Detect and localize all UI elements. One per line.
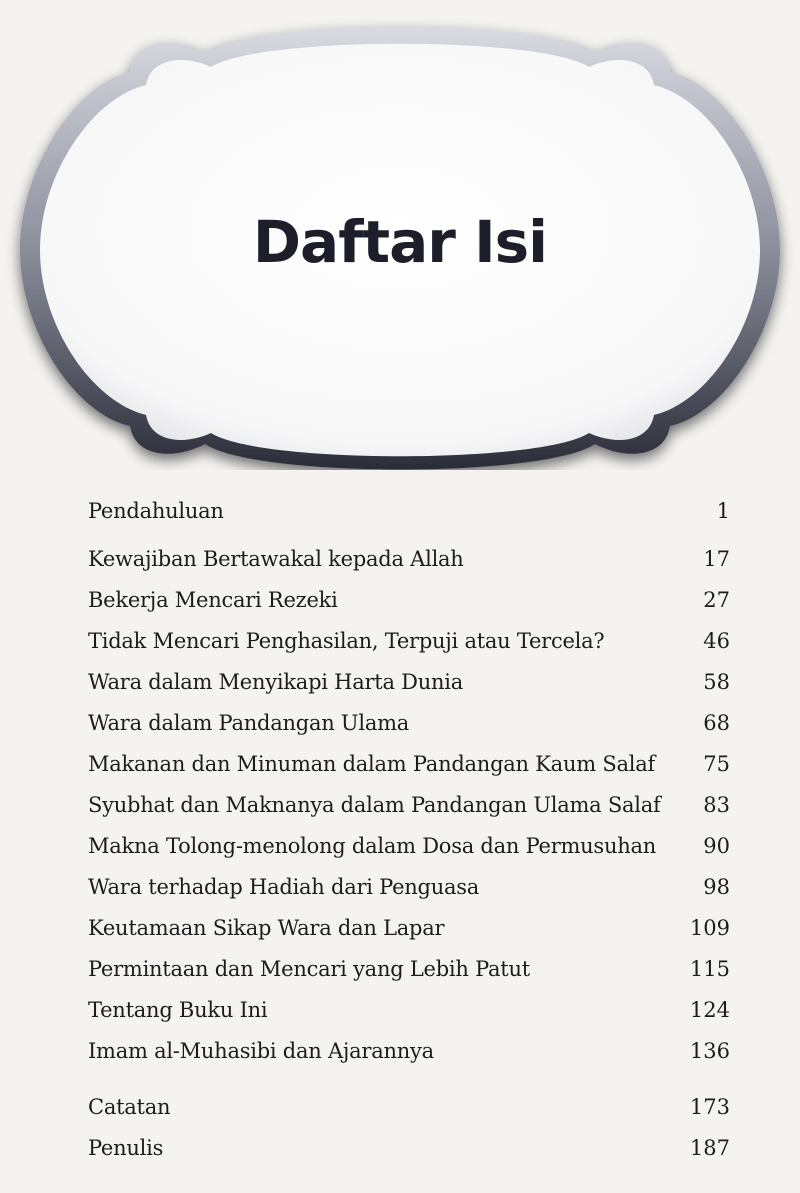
toc-row xyxy=(88,870,730,904)
toc-page-number: 109 xyxy=(689,916,730,940)
toc-page-number: 98 xyxy=(703,875,730,899)
toc-page-number: 90 xyxy=(703,834,730,858)
toc-entry-title: Penulis xyxy=(88,1136,164,1160)
toc-row xyxy=(88,993,730,1027)
toc-row xyxy=(88,706,730,740)
toc-row xyxy=(88,665,730,699)
toc-row xyxy=(88,747,730,781)
toc-row xyxy=(88,624,730,658)
toc-entry-title: Makanan dan Minuman dalam Pandangan Kaum Salaf xyxy=(88,752,655,776)
toc-page-number: 136 xyxy=(689,1039,730,1063)
toc-page-number: 187 xyxy=(689,1136,730,1160)
toc-entry-title: Imam al-Muhasibi dan Ajarannya xyxy=(88,1039,434,1063)
toc-page-number: 46 xyxy=(703,629,730,653)
toc-row xyxy=(88,1090,730,1124)
toc-entry-title: Wara dalam Menyikapi Harta Dunia xyxy=(88,670,464,694)
toc-row xyxy=(88,494,730,528)
toc-row xyxy=(88,1131,730,1165)
toc-row xyxy=(88,542,730,576)
toc-entry-title: Kewajiban Bertawakal kepada Allah xyxy=(88,547,464,571)
toc-entry-title: Wara terhadap Hadiah dari Penguasa xyxy=(88,875,480,899)
toc-page-number: 17 xyxy=(703,547,730,571)
toc-entry-title: Keutamaan Sikap Wara dan Lapar xyxy=(88,916,445,940)
toc-entry-title: Tidak Mencari Penghasilan, Terpuji atau Tercela? xyxy=(88,629,605,653)
toc-row xyxy=(88,911,730,945)
toc-page-number: 58 xyxy=(703,670,730,694)
toc-row xyxy=(88,583,730,617)
toc-page-number: 115 xyxy=(689,957,730,981)
toc-page-number: 1 xyxy=(716,499,730,523)
toc-row xyxy=(88,788,730,822)
toc-entry-title: Wara dalam Pandangan Ulama xyxy=(88,711,410,735)
toc-page-number: 83 xyxy=(703,793,730,817)
toc-row xyxy=(88,1034,730,1068)
page-title: Daftar Isi xyxy=(252,208,548,276)
toc-entry-title: Pendahuluan xyxy=(88,499,224,523)
toc-page-number: 68 xyxy=(703,711,730,735)
toc-row xyxy=(88,952,730,986)
toc-entry-title: Catatan xyxy=(88,1095,171,1119)
toc-page-number: 75 xyxy=(703,752,730,776)
toc-entry-title: Bekerja Mencari Rezeki xyxy=(88,588,338,612)
toc-entry-title: Permintaan dan Mencari yang Lebih Patut xyxy=(88,957,530,981)
toc-entry-title: Syubhat dan Maknanya dalam Pandangan Ulama Salaf xyxy=(88,793,661,817)
toc-row xyxy=(88,829,730,863)
toc-page-number: 27 xyxy=(703,588,730,612)
toc-entry-title: Makna Tolong-menolong dalam Dosa dan Permusuhan xyxy=(88,834,657,858)
toc-page-number: 173 xyxy=(689,1095,730,1119)
toc-entry-title: Tentang Buku Ini xyxy=(88,998,268,1022)
toc-page-number: 124 xyxy=(689,998,730,1022)
